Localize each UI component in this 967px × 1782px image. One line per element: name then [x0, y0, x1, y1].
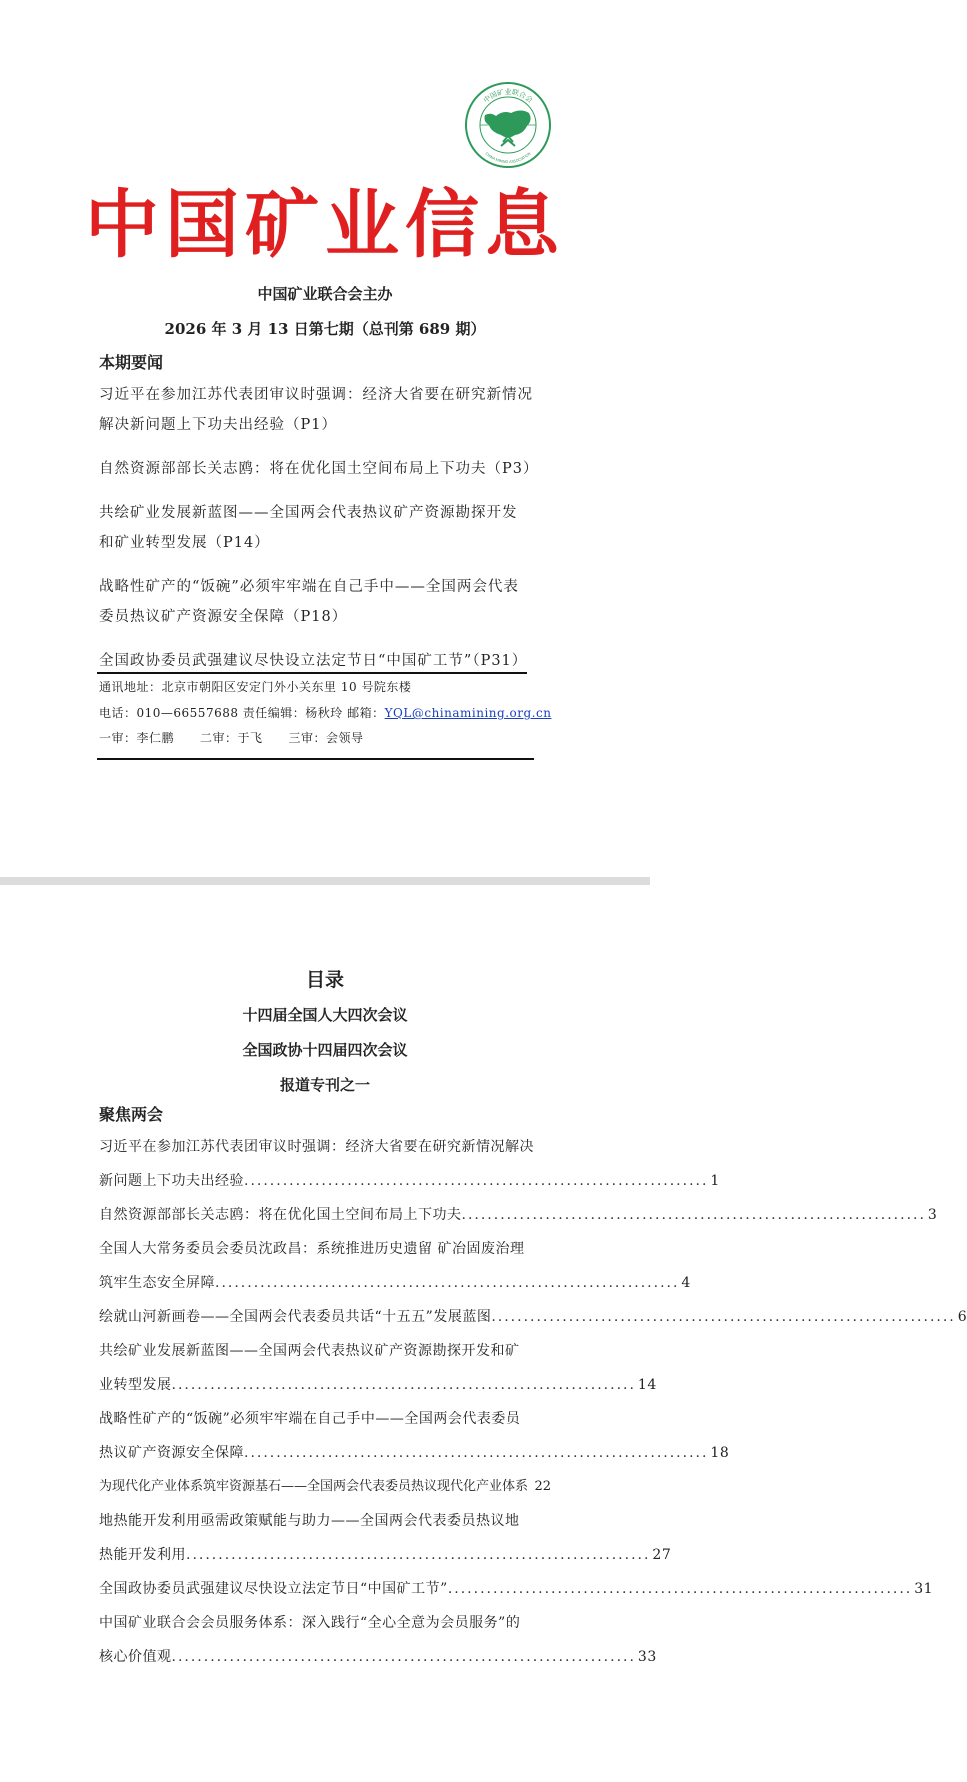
toc-entry[interactable]: 习近平在参加江苏代表团审议时强调：经济大省要在研究新情况解决 新问题上下功夫出经验 ........................................................................ 1 — [99, 1130, 551, 1198]
email-link[interactable]: YQL@chinamining.org.cn — [384, 706, 552, 720]
toc-entry[interactable]: 绘就山河新画卷——全国两会代表委员共话“十五五”发展蓝图 ........................................................................ 6 — [99, 1300, 551, 1334]
toc-entry[interactable]: 共绘矿业发展新蓝图——全国两会代表热议矿产资源勘探开发和矿 业转型发展 ........................................................................ 14 — [99, 1334, 551, 1402]
toc-subtitle-special: 报道专刊之一 — [279, 1076, 370, 1094]
page-gap — [0, 877, 650, 885]
toc-subtitle-cppcc: 全国政协十四届四次会议 — [242, 1041, 408, 1059]
toc-page-number: 3 — [927, 1207, 938, 1223]
toc-page-number: 6 — [957, 1309, 967, 1325]
leader-dots: ........................................................................ — [244, 1445, 709, 1461]
toc-page-number: 27 — [652, 1547, 672, 1563]
headline-item[interactable]: 自然资源部部长关志鸥：将在优化国土空间布局上下功夫（P3） — [99, 461, 539, 477]
headline-item[interactable]: 共绘矿业发展新蓝图——全国两会代表热议矿产资源勘探开发 和矿业转型发展（P14） — [99, 505, 518, 551]
toc-page-number: 18 — [710, 1445, 730, 1461]
toc-page-number: 4 — [681, 1275, 691, 1291]
leader-dots: ........................................................................ — [171, 1377, 636, 1393]
toc-page-number: 1 — [710, 1173, 720, 1189]
leader-dots: ........................................................................ — [186, 1547, 651, 1563]
highlights-heading: 本期要闻 — [99, 353, 164, 372]
issue-line: 2026 年 3 月 13 日第七期（总刊第 689 期） — [164, 320, 486, 338]
cover-page — [0, 0, 650, 870]
svg-text:中国矿业联合会: 中国矿业联合会 — [482, 88, 534, 105]
leader-dots: ........................................................................ — [215, 1275, 680, 1291]
association-logo — [463, 80, 553, 170]
toc-list — [99, 1130, 967, 1674]
toc-entry[interactable]: 自然资源部部长关志鸥：将在优化国土空间布局上下功夫 ........................................................................ 3 — [99, 1198, 551, 1232]
svg-text:CHINA MINING ASSOCIATION: CHINA MINING ASSOCIATION — [484, 151, 532, 165]
toc-page-number: 14 — [637, 1377, 657, 1393]
highlights-list — [99, 380, 559, 690]
toc-entry[interactable]: 全国政协委员武强建议尽快设立法定节日“中国矿工节” ........................................................................ 31 — [99, 1572, 551, 1606]
bottom-divider — [97, 758, 534, 760]
contact-address: 通讯地址：北京市朝阳区安定门外小关东里 10 号院东楼 — [99, 680, 412, 694]
toc-page-number: 31 — [914, 1581, 934, 1597]
headline-item[interactable]: 战略性矿产的“饭碗”必须牢牢端在自己手中——全国两会代表 委员热议矿产资源安全保障（P18） — [99, 579, 519, 625]
toc-title: 目录 — [305, 969, 344, 991]
headline-item[interactable]: 习近平在参加江苏代表团审议时强调：经济大省要在研究新情况 解决新问题上下功夫出经验（P1） — [99, 387, 533, 433]
toc-page-number: 22 — [534, 1479, 551, 1494]
leader-dots: ........................................................................ — [461, 1207, 926, 1223]
toc-subtitle-npc: 十四届全国人大四次会议 — [242, 1006, 408, 1024]
logo-emblem-icon — [463, 80, 553, 170]
masthead-title: 中国矿业信息 — [85, 182, 565, 268]
toc-entry[interactable]: 中国矿业联合会会员服务体系：深入践行“全心全意为会员服务”的 核心价值观 ........................................................................ 33 — [99, 1606, 551, 1674]
sponsor-line: 中国矿业联合会主办 — [257, 285, 393, 303]
top-divider — [97, 672, 527, 674]
toc-entry[interactable]: 战略性矿产的“饭碗”必须牢牢端在自己手中——全国两会代表委员 热议矿产资源安全保障 ........................................................................ 18 — [99, 1402, 551, 1470]
contact-phone-email: 电话：010—66557688 责任编辑：杨秋玲 邮箱：YQL@chinamining.org.cn — [99, 706, 552, 720]
toc-entry[interactable]: 为现代化产业体系筑牢资源基石——全国两会代表委员热议现代化产业体系 22 — [99, 1470, 551, 1504]
leader-dots: ........................................................................ — [171, 1649, 636, 1665]
headline-item[interactable]: 全国政协委员武强建议尽快设立法定节日“中国矿工节”（P31） — [99, 653, 528, 669]
review-line: 一审：李仁鹏 二审：于飞 三审：会领导 — [99, 731, 364, 745]
toc-page-number: 33 — [637, 1649, 657, 1665]
toc-section-heading: 聚焦两会 — [99, 1105, 164, 1124]
toc-entry[interactable]: 全国人大常务委员会委员沈政昌：系统推进历史遗留 矿冶固废治理 筑牢生态安全屏障 ........................................................................ 4 — [99, 1232, 551, 1300]
leader-dots: ........................................................................ — [491, 1309, 956, 1325]
leader-dots: ........................................................................ — [447, 1581, 913, 1597]
leader-dots: ........................................................................ — [244, 1173, 709, 1189]
toc-entry[interactable]: 地热能开发利用亟需政策赋能与助力——全国两会代表委员热议地 热能开发利用 ........................................................................ 27 — [99, 1504, 551, 1572]
